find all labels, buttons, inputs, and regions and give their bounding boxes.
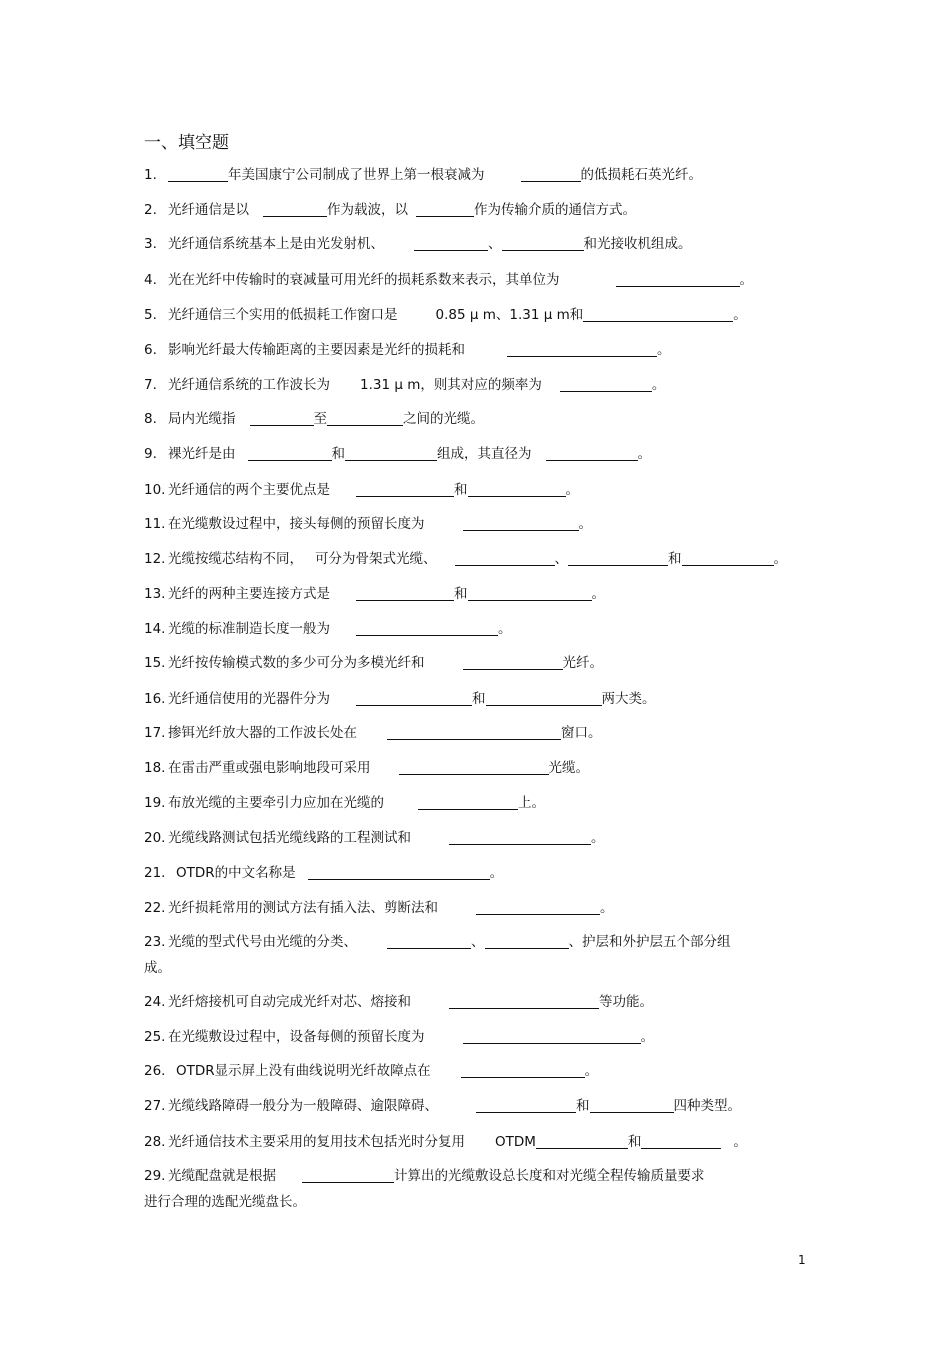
question-text: 光缆线路测试包括光缆线路的工程测试和 bbox=[168, 830, 411, 846]
question-text: 光纤熔接机可自动完成光纤对芯、熔接和 bbox=[168, 994, 411, 1010]
answer-blank bbox=[356, 482, 454, 497]
question-item bbox=[144, 269, 753, 291]
answer-blank bbox=[449, 994, 599, 1009]
answer-blank bbox=[568, 551, 668, 566]
question-number: 29. bbox=[144, 1168, 166, 1184]
question-item bbox=[144, 339, 671, 361]
question-number: 11. bbox=[144, 516, 166, 532]
question-text: 窗口。 bbox=[561, 725, 602, 741]
question-text: 。 bbox=[733, 1134, 747, 1150]
answer-blank bbox=[641, 1134, 721, 1149]
question-text: 光纤通信三个实用的低损耗工作窗口是 bbox=[168, 307, 398, 323]
answer-blank bbox=[560, 377, 652, 392]
question-text: 等功能。 bbox=[599, 994, 653, 1010]
question-item bbox=[144, 618, 512, 640]
question-text: 光纤。 bbox=[562, 655, 603, 671]
question-number: 14. bbox=[144, 621, 166, 637]
question-text: 和 bbox=[331, 446, 345, 462]
answer-blank bbox=[455, 551, 555, 566]
question-item bbox=[144, 792, 545, 814]
question-number: 27. bbox=[144, 1098, 166, 1114]
question-text: 上。 bbox=[518, 795, 545, 811]
answer-blank bbox=[583, 307, 733, 322]
question-text: 局内光缆指 bbox=[168, 411, 236, 427]
section-title: 一、填空题 bbox=[144, 133, 229, 153]
answer-blank bbox=[461, 1063, 585, 1078]
question-number: 16. bbox=[144, 691, 166, 707]
question-number: 12. bbox=[144, 551, 166, 567]
question-text: 的低损耗石英光纤。 bbox=[580, 167, 702, 183]
answer-blank bbox=[345, 446, 437, 461]
page-number: 1 bbox=[798, 1253, 806, 1267]
question-text: 光纤的两种主要连接方式是 bbox=[168, 586, 330, 602]
question-number: 15. bbox=[144, 655, 166, 671]
question-text: 光纤通信是以 bbox=[168, 202, 249, 218]
question-number: 13. bbox=[144, 586, 166, 602]
question-number: 28. bbox=[144, 1134, 166, 1150]
question-item bbox=[144, 1131, 747, 1153]
question-text: 0.85 μ m、1.31 μ m和 bbox=[435, 307, 584, 323]
question-continuation: 成。 bbox=[144, 960, 171, 976]
question-item bbox=[144, 233, 692, 255]
answer-blank bbox=[486, 691, 602, 706]
question-continuation: 进行合理的选配光缆盘长。 bbox=[144, 1194, 306, 1210]
question-text: 在光缆敷设过程中，设备每侧的预留长度为 bbox=[168, 1029, 425, 1045]
answer-blank bbox=[248, 446, 332, 461]
answer-blank bbox=[356, 691, 472, 706]
question-text: 裸光纤是由 bbox=[168, 446, 236, 462]
question-text: OTDR显示屏上没有曲线说明光纤故障点在 bbox=[176, 1063, 431, 1079]
question-text: 光纤通信的两个主要优点是 bbox=[168, 482, 330, 498]
question-text: 作为载波，以 bbox=[327, 202, 408, 218]
question-item bbox=[144, 1165, 705, 1187]
question-number: 20. bbox=[144, 830, 166, 846]
answer-blank bbox=[502, 236, 584, 251]
answer-blank bbox=[250, 411, 314, 426]
answer-blank bbox=[387, 934, 471, 949]
question-item bbox=[144, 374, 665, 396]
question-item bbox=[144, 897, 614, 919]
question-text: 。 bbox=[498, 621, 512, 637]
question-text: 光纤通信系统基本上是由光发射机、 bbox=[168, 236, 384, 252]
question-number: 8. bbox=[144, 411, 157, 427]
question-number: 1. bbox=[144, 167, 157, 183]
question-item bbox=[144, 443, 651, 465]
question-item bbox=[144, 513, 592, 535]
answer-blank bbox=[356, 586, 454, 601]
question-number: 7. bbox=[144, 377, 157, 393]
question-number: 18. bbox=[144, 760, 166, 776]
question-text: 作为传输介质的通信方式。 bbox=[474, 202, 636, 218]
question-text: 年美国康宁公司制成了世界上第一根衰减为 bbox=[228, 167, 485, 183]
question-text: 之间的光缆。 bbox=[403, 411, 484, 427]
question-number: 6. bbox=[144, 342, 157, 358]
question-item bbox=[144, 1095, 741, 1117]
answer-blank bbox=[590, 1098, 674, 1113]
question-item bbox=[144, 991, 653, 1013]
answer-blank bbox=[476, 900, 600, 915]
question-item bbox=[144, 1060, 598, 1082]
question-number: 3. bbox=[144, 236, 157, 252]
question-item bbox=[144, 199, 636, 221]
question-text: 光缆线路障碍一般分为一般障碍、逾限障碍、 bbox=[168, 1098, 438, 1114]
question-text: 。 bbox=[578, 516, 592, 532]
question-text: 。 bbox=[657, 342, 671, 358]
question-number: 25. bbox=[144, 1029, 166, 1045]
answer-blank bbox=[521, 167, 581, 182]
question-text: 光缆按缆芯结构不同， bbox=[168, 551, 303, 567]
question-number: 10. bbox=[144, 482, 166, 498]
question-text: 。 bbox=[565, 482, 579, 498]
question-text: 。 bbox=[591, 830, 605, 846]
question-text: OTDM bbox=[495, 1134, 536, 1150]
question-text: 和 bbox=[454, 482, 468, 498]
answer-blank bbox=[418, 795, 518, 810]
question-text: 和 bbox=[668, 551, 682, 567]
question-text: 和 bbox=[454, 586, 468, 602]
question-text: 光纤按传输模式数的多少可分为多模光纤和 bbox=[168, 655, 425, 671]
question-text: 四种类型。 bbox=[673, 1098, 741, 1114]
question-text: 、 bbox=[471, 934, 485, 950]
question-text: 、护层和外护层五个部分组 bbox=[568, 934, 731, 950]
question-item bbox=[144, 862, 503, 884]
answer-blank bbox=[414, 236, 488, 251]
question-item bbox=[144, 304, 747, 326]
answer-blank bbox=[546, 446, 638, 461]
question-text: 计算出的光缆敷设总长度和对光缆全程传输质量要求 bbox=[394, 1168, 705, 1184]
question-text: 1.31 μ m，则其对应的频率为 bbox=[360, 377, 542, 393]
question-text: 光纤通信系统的工作波长为 bbox=[168, 377, 330, 393]
question-item bbox=[144, 827, 605, 849]
question-item bbox=[144, 548, 787, 570]
question-text: 和 bbox=[627, 1134, 642, 1150]
answer-blank bbox=[468, 586, 592, 601]
answer-blank bbox=[507, 342, 657, 357]
question-number: 4. bbox=[144, 272, 157, 288]
question-number: 26. bbox=[144, 1063, 166, 1079]
question-number: 19. bbox=[144, 795, 166, 811]
answer-blank bbox=[536, 1134, 628, 1149]
question-text: 光在光纤中传输时的衰减量可用光纤的损耗系数来表示，其单位为 bbox=[168, 272, 560, 288]
question-item bbox=[144, 722, 602, 744]
question-text: 。 bbox=[489, 865, 504, 881]
question-text: 。 bbox=[640, 1029, 654, 1045]
question-text: 。 bbox=[651, 377, 666, 393]
question-text: 。 bbox=[591, 586, 605, 602]
question-number: 21. bbox=[144, 865, 166, 881]
question-number: 5. bbox=[144, 307, 157, 323]
answer-blank bbox=[468, 482, 566, 497]
answer-blank bbox=[302, 1168, 394, 1183]
question-text: 光缆的标准制造长度一般为 bbox=[168, 621, 330, 637]
answer-blank bbox=[416, 202, 474, 217]
question-text: 在雷击严重或强电影响地段可采用 bbox=[168, 760, 371, 776]
question-text: 。 bbox=[733, 307, 747, 323]
question-item bbox=[144, 931, 731, 953]
answer-blank bbox=[476, 1098, 576, 1113]
question-text: 可分为骨架式光缆、 bbox=[315, 551, 437, 567]
answer-blank bbox=[399, 760, 549, 775]
question-text: 。 bbox=[584, 1063, 599, 1079]
question-text: 。 bbox=[637, 446, 651, 462]
answer-blank bbox=[463, 516, 579, 531]
question-text: 光纤损耗常用的测试方法有插入法、剪断法和 bbox=[168, 900, 438, 916]
question-item bbox=[144, 652, 603, 674]
question-text: 影响光纤最大传输距离的主要因素是光纤的损耗和 bbox=[168, 342, 465, 358]
question-text: 和 bbox=[472, 691, 486, 707]
answer-blank bbox=[308, 865, 490, 880]
question-item bbox=[144, 164, 702, 186]
question-number: 24. bbox=[144, 994, 166, 1010]
question-item bbox=[144, 583, 605, 605]
question-text: 。 bbox=[773, 551, 787, 567]
question-item bbox=[144, 408, 484, 430]
question-number: 22. bbox=[144, 900, 166, 916]
question-item bbox=[144, 1026, 654, 1048]
answer-blank bbox=[485, 934, 569, 949]
answer-blank bbox=[682, 551, 774, 566]
question-text: 光缆。 bbox=[548, 760, 589, 776]
question-text: 光纤通信技术主要采用的复用技术包括光时分复用 bbox=[168, 1134, 465, 1150]
answer-blank bbox=[327, 411, 403, 426]
question-text: 和光接收机组成。 bbox=[583, 236, 692, 252]
question-text: 。 bbox=[739, 272, 753, 288]
question-text: 光纤通信使用的光器件分为 bbox=[168, 691, 330, 707]
question-text: 和 bbox=[576, 1098, 590, 1114]
question-text: 至 bbox=[313, 411, 327, 427]
question-text: 、 bbox=[488, 236, 502, 252]
question-text: 两大类。 bbox=[601, 691, 656, 707]
question-number: 2. bbox=[144, 202, 157, 218]
question-number: 17. bbox=[144, 725, 166, 741]
question-text: 掺铒光纤放大器的工作波长处在 bbox=[168, 725, 357, 741]
answer-blank bbox=[168, 167, 228, 182]
answer-blank bbox=[449, 830, 591, 845]
answer-blank bbox=[387, 725, 561, 740]
question-item bbox=[144, 688, 656, 710]
question-text: OTDR的中文名称是 bbox=[176, 865, 296, 881]
answer-blank bbox=[463, 655, 563, 670]
question-text: 布放光缆的主要牵引力应加在光缆的 bbox=[168, 795, 384, 811]
answer-blank bbox=[356, 621, 498, 636]
question-number: 23. bbox=[144, 934, 166, 950]
question-number: 9. bbox=[144, 446, 157, 462]
question-text: 光缆的型式代号由光缆的分类、 bbox=[168, 934, 357, 950]
answer-blank bbox=[616, 272, 740, 287]
question-text: 组成，其直径为 bbox=[437, 446, 532, 462]
answer-blank bbox=[463, 1029, 641, 1044]
question-text: 在光缆敷设过程中，接头每侧的预留长度为 bbox=[168, 516, 425, 532]
question-text: 光缆配盘就是根据 bbox=[168, 1168, 276, 1184]
question-item bbox=[144, 757, 589, 779]
answer-blank bbox=[263, 202, 327, 217]
question-text: 、 bbox=[554, 551, 568, 567]
question-item bbox=[144, 479, 579, 501]
question-text: 。 bbox=[600, 900, 614, 916]
